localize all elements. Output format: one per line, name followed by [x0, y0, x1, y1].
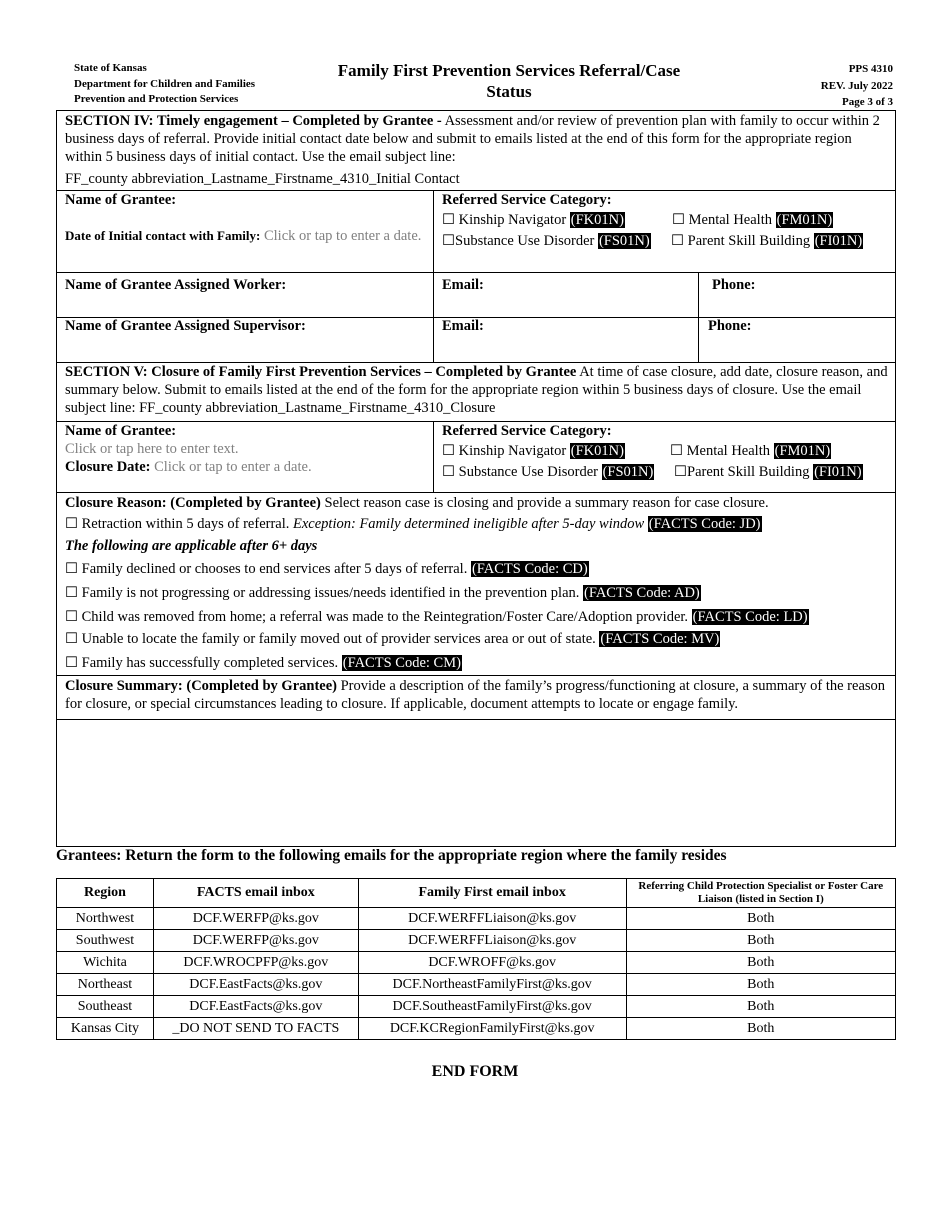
section4-text: Assessment and/or review of prevention plan with family to occur within 2 business days of referral. Provide initial contact date below and submit to emails listed at the end of this form for the appropriate region within 5 business days of initial contact. Use the email subject line:: [65, 113, 880, 165]
section5-text: At time of case closure, add date, closure reason, and summary below. Submit to emails listed at the end of the form for the appropriate region within 5 business days of closure. Use the email subject line: FF_county abbreviation_Lastname_Firstname_4310_Closure: [65, 364, 888, 416]
checkbox[interactable]: ☐: [671, 233, 684, 249]
table-row: Wichita DCF.WROCPFP@ks.gov DCF.WROFF@ks.gov Both: [57, 952, 896, 974]
reason-not-progressing[interactable]: ☐ Family is not progressing or addressing issues/needs identified in the prevention plan. (FACTS Code: AD): [65, 585, 700, 601]
service-option-mental-health[interactable]: ☐ Mental Health (FM01N): [672, 212, 833, 228]
closure-service-kinship[interactable]: ☐ Kinship Navigator (FK01N): [442, 443, 624, 459]
closure-service-mental-health[interactable]: ☐ Mental Health (FM01N): [670, 443, 831, 459]
section5-heading: SECTION V: Closure of Family First Prevention Services – Completed by Grantee: [65, 364, 577, 380]
closure-summary-textarea[interactable]: [57, 720, 894, 846]
end-form-label: END FORM: [431, 1063, 519, 1080]
worker-email-label: Email:: [442, 277, 484, 293]
checkbox[interactable]: ☐: [670, 443, 683, 459]
region-email-table: [56, 878, 896, 1040]
divider: [698, 272, 699, 362]
table-row: Northwest DCF.WERFP@ks.gov DCF.WERFFLiaison@ks.gov Both: [57, 908, 896, 930]
page-number: Page 3 of 3: [841, 96, 893, 108]
table-row: Southeast DCF.EastFacts@ks.gov DCF.SoutheastFamilyFirst@ks.gov Both: [57, 996, 896, 1018]
service-code: (FS01N): [598, 233, 650, 249]
form-title: Family First Prevention Services Referral/Case Status: [337, 61, 681, 101]
closure-summary-heading: Closure Summary: (Completed by Grantee): [65, 678, 337, 694]
closure-grantee-input[interactable]: Click or tap here to enter text.: [65, 441, 239, 457]
reason-child-removed[interactable]: ☐ Child was removed from home; a referral was made to the Reintegration/Foster Care/Adoption provider. (FACTS Code: LD): [65, 609, 808, 625]
facts-code: (FACTS Code: AD): [584, 585, 700, 601]
checkbox[interactable]: ☐: [65, 516, 78, 532]
service-option-parent-skill[interactable]: ☐ Parent Skill Building (FI01N): [671, 233, 863, 249]
closure-service-substance-use[interactable]: ☐ Substance Use Disorder (FS01N): [442, 464, 654, 480]
checkbox[interactable]: ☐: [672, 212, 685, 228]
closure-grantee-label: Name of Grantee:: [65, 423, 177, 439]
reason-unable-to-locate[interactable]: ☐ Unable to locate the family or family moved out of provider services area or out of state. (FACTS Code: MV): [65, 631, 720, 647]
org-line: Department for Children and Families: [74, 77, 256, 90]
assigned-worker-label: Name of Grantee Assigned Worker:: [65, 277, 287, 293]
reason-completed[interactable]: ☐ Family has successfully completed services. (FACTS Code: CM): [65, 655, 461, 671]
section4-subject-line: FF_county abbreviation_Lastname_Firstname_4310_Initial Contact: [65, 171, 460, 187]
service-category-label: Referred Service Category:: [442, 192, 612, 208]
org-line: Prevention and Protection Services: [74, 93, 239, 105]
table-row: Northeast DCF.EastFacts@ks.gov DCF.NortheastFamilyFirst@ks.gov Both: [57, 974, 896, 996]
form-revision: REV. July 2022: [820, 79, 893, 92]
checkbox[interactable]: ☐: [65, 631, 78, 647]
closure-date-input[interactable]: Click or tap to enter a date.: [154, 459, 312, 475]
checkbox[interactable]: ☐: [65, 655, 78, 671]
service-code: (FM01N): [774, 443, 831, 459]
closure-date-field[interactable]: [65, 458, 312, 476]
table-row: Southwest DCF.WERFP@ks.gov DCF.WERFFLiaison@ks.gov Both: [57, 930, 896, 952]
column-header: FACTS email inbox: [153, 879, 358, 908]
org-line: State of Kansas: [74, 62, 147, 74]
checkbox[interactable]: ☐: [442, 443, 455, 459]
service-code: (FI01N): [814, 233, 863, 249]
closure-service-parent-skill[interactable]: ☐Parent Skill Building (FI01N): [674, 464, 862, 480]
table-header-row: [57, 879, 896, 908]
after-days-heading: The following are applicable after 6+ days: [65, 538, 318, 554]
section4-heading: SECTION IV: Timely engagement – Completed by Grantee -: [65, 113, 442, 129]
checkbox[interactable]: ☐: [65, 609, 78, 625]
checkbox[interactable]: ☐: [442, 233, 455, 249]
initial-contact-label: Date of Initial contact with Family:: [65, 228, 261, 243]
emails-instruction: Grantees: Return the form to the following emails for the appropriate region where the family resides: [56, 847, 727, 864]
table-row: Kansas City _DO NOT SEND TO FACTS DCF.KCRegionFamilyFirst@ks.gov Both: [57, 1018, 896, 1040]
checkbox[interactable]: ☐: [65, 561, 78, 577]
checkbox[interactable]: ☐: [65, 585, 78, 601]
reason-declined[interactable]: ☐ Family declined or chooses to end services after 5 days of referral. (FACTS Code: CD): [65, 561, 588, 577]
checkbox[interactable]: ☐: [442, 212, 455, 228]
divider: [56, 492, 895, 493]
service-option-substance-use[interactable]: ☐Substance Use Disorder (FS01N): [442, 233, 650, 249]
section5-intro: [65, 363, 891, 417]
facts-code: (FACTS Code: CD): [471, 561, 588, 577]
service-code: (FI01N): [814, 464, 862, 480]
divider: [433, 421, 434, 492]
column-header: Region: [57, 879, 154, 908]
form-number: PPS 4310: [848, 63, 893, 75]
checkbox[interactable]: ☐: [674, 464, 687, 480]
initial-contact-date-input[interactable]: Click or tap to enter a date.: [263, 228, 422, 244]
worker-phone-label: Phone:: [712, 277, 756, 293]
facts-code: (FACTS Code: MV): [600, 631, 720, 647]
service-option-kinship[interactable]: ☐ Kinship Navigator (FK01N): [442, 212, 624, 228]
service-code: (FM01N): [776, 212, 833, 228]
service-code: (FK01N): [570, 212, 624, 228]
facts-code: (FACTS Code: LD): [692, 609, 808, 625]
checkbox[interactable]: ☐: [442, 464, 455, 480]
column-header: Family First email inbox: [358, 879, 626, 908]
grantee-label: Name of Grantee:: [65, 192, 177, 208]
divider: [56, 675, 895, 676]
closure-date-label: Closure Date:: [65, 459, 151, 475]
closure-reason-heading: Closure Reason: (Completed by Grantee): [65, 495, 321, 511]
service-code: (FS01N): [602, 464, 654, 480]
facts-code: (FACTS Code: CM): [342, 655, 461, 671]
closure-summary-intro: Closure Summary: (Completed by Grantee) Provide a description of the family’s progress/functioning at closure, a summary of the reason for closure, or special circumstances leading to closure. If applicable, document attempts to locate or engage family.: [65, 678, 886, 712]
form-meta: [821, 61, 893, 111]
facts-code: (FACTS Code: JD): [648, 516, 761, 532]
initial-contact-field[interactable]: [65, 227, 425, 245]
assigned-supervisor-label: Name of Grantee Assigned Supervisor:: [65, 318, 306, 334]
supervisor-phone-label: Phone:: [708, 318, 752, 334]
closure-service-category-label: Referred Service Category:: [442, 423, 612, 439]
section4-intro: [65, 112, 891, 166]
divider: [56, 272, 895, 273]
service-code: (FK01N): [570, 443, 624, 459]
org-block: [74, 61, 255, 108]
divider: [433, 190, 434, 362]
reason-retraction[interactable]: ☐ Retraction within 5 days of referral. Exception: Family determined ineligible after 5-day window (FACTS Code: JD): [65, 516, 761, 532]
closure-reason-intro: Closure Reason: (Completed by Grantee) Select reason case is closing and provide a summary reason for case closure.: [65, 495, 769, 511]
supervisor-email-label: Email:: [442, 318, 484, 334]
column-header: Referring Child Protection Specialist or Foster Care Liaison (listed in Section I): [626, 879, 895, 908]
